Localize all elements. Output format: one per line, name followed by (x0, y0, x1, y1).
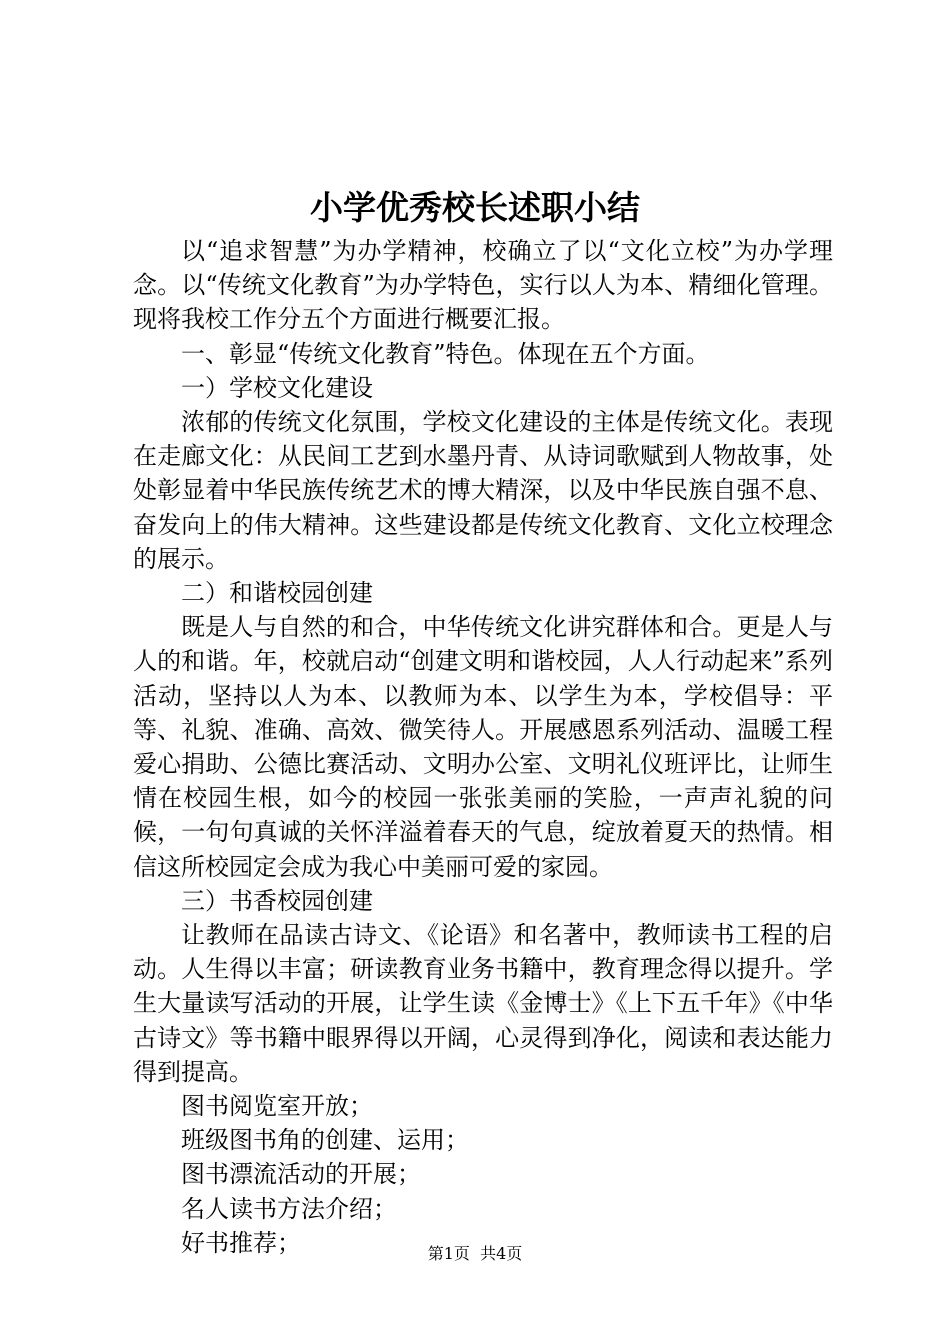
list-item: 图书漂流活动的开展； (181, 1160, 421, 1189)
paragraph-culture: 浓郁的传统文化氛围，学校文化建设的主体是传统文化。表现在走廊文化：从民间工艺到水墨丹青、从诗词歌赋到人物故事，处处彰显着中华民族传统艺术的博大精深，以及中华民族自强不息、奋发向上的伟大精神。这些建设都是传统文化教育、文化立校理念的展示。 (133, 408, 833, 573)
document-title: 小学优秀校长述职小结 (310, 188, 640, 227)
list-item: 名人读书方法介绍； (181, 1194, 397, 1223)
paragraph-reading: 让教师在品读古诗文、《论语》和名著中，教师读书工程的启动。人生得以丰富；研读教育业务书籍中，教育理念得以提升。学生大量读写活动的开展，让学生读《金博士》《上下五千年》《中华古诗文》等书籍中眼界得以开阔，心灵得到净化，阅读和表达能力得到提高。 (133, 921, 833, 1086)
subsection-heading-3: 三）书香校园创建 (181, 886, 373, 915)
paragraph-harmony: 既是人与自然的和合，中华传统文化讲究群体和合。更是人与人的和谐。年，校就启动“创建文明和谐校园，人人行动起来”系列活动，坚持以人为本、以教师为本、以学生为本，学校倡导：平等、礼貌、准确、高效、微笑待人。开展感恩系列活动、温暖工程爱心捐助、公德比赛活动、文明办公室、文明礼仪班评比，让师生情在校园生根，如今的校园一张张美丽的笑脸，一声声礼貌的问候，一句句真诚的关怀洋溢着春天的气息，绽放着夏天的热情。相信这所校园定会成为我心中美丽可爱的家园。 (133, 613, 833, 881)
section-heading-1: 一、彰显“传统文化教育”特色。体现在五个方面。 (181, 339, 710, 368)
page-number: 第1页 共4页 (427, 1244, 523, 1263)
list-item: 班级图书角的创建、运用； (181, 1126, 469, 1155)
subsection-heading-1: 一）学校文化建设 (181, 373, 373, 402)
paragraph-intro: 以“追求智慧”为办学精神，校确立了以“文化立校”为办学理念。以“传统文化教育”为办学特色，实行以人为本、精细化管理。现将我校工作分五个方面进行概要汇报。 (133, 237, 833, 334)
list-item: 好书推荐； (181, 1228, 301, 1257)
subsection-heading-2: 二）和谐校园创建 (181, 579, 373, 608)
document-body (133, 234, 833, 1260)
list-item: 图书阅览室开放； (181, 1092, 373, 1121)
page-footer (0, 1243, 950, 1265)
